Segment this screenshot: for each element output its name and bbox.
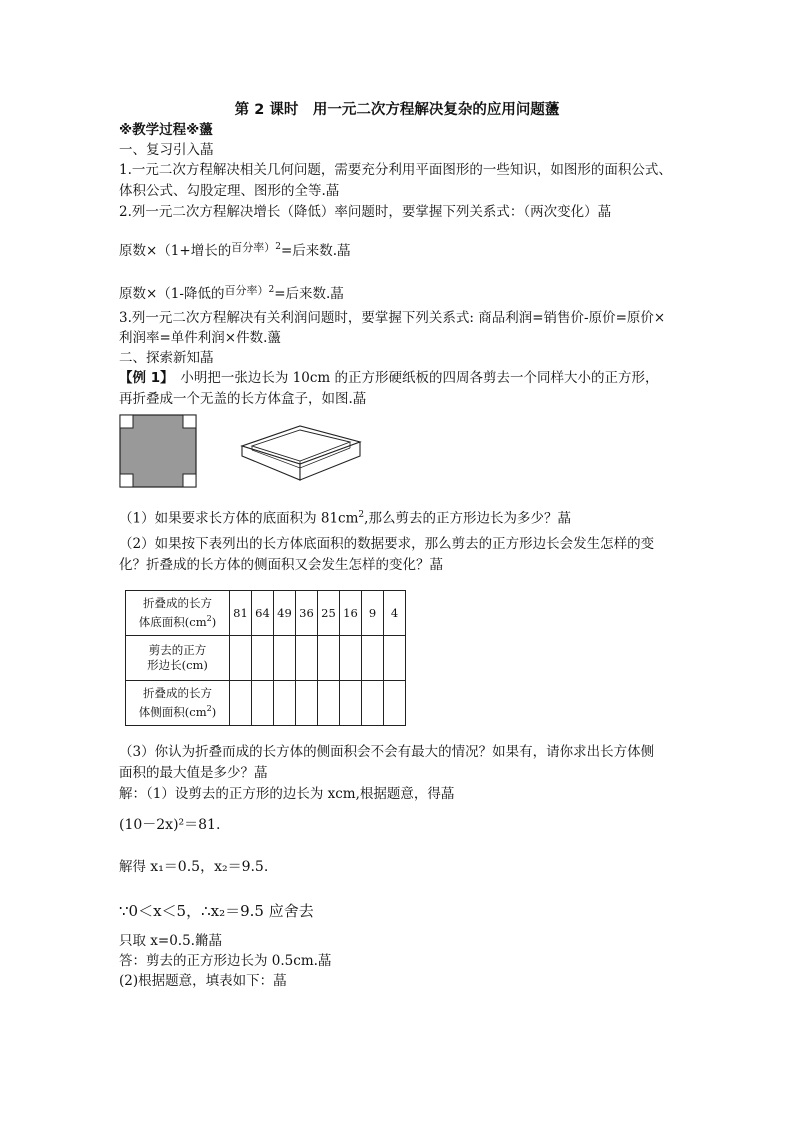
table-cell: 49 [274, 591, 296, 636]
example-label: 【例 1】 [119, 370, 167, 386]
table-header-text [126, 611, 229, 630]
question-3-line-1: （3）你认为折叠而成的长方体的侧面积会不会有最大的情况？如果有，请你求出长方体侧 [119, 744, 655, 760]
example-line-1 [119, 369, 658, 387]
page-title: 第 2 课时 用一元二次方程解决复杂的应用问题蘯 [234, 102, 560, 118]
example-line-2: 再折叠成一个无盖的长方体盒子，如图.蕌 [119, 391, 367, 407]
table-cell [296, 636, 318, 681]
formula-increase-suffix: =后来数.蕌 [280, 243, 351, 259]
question-1-exp: 2 [358, 510, 365, 520]
paragraph-3-line-1: 3.列一元二次方程解决有关利润问题时，要掌握下列关系式: 商品利润=销售价-原价=原价× [119, 310, 666, 326]
table-cell [340, 681, 362, 726]
table-header-close: ) [211, 614, 217, 629]
table-header-unit: 体底面积(cm [138, 614, 207, 629]
question-1-text: （1）如果要求长方体的底面积为 81cm [119, 510, 359, 527]
table-cell [230, 636, 252, 681]
table-header-exp: 2 [206, 614, 212, 624]
formula-increase-exp: 2 [275, 242, 281, 252]
table-row [126, 636, 406, 681]
equation-2: x₁＝0.5，x₂＝9.5. [150, 859, 269, 875]
answer: 答：剪去的正方形边长为 0.5cm.蕌 [119, 953, 332, 969]
question-2-line-2: 化？折叠成的长方体的侧面积又会发生怎样的变化？蕌 [119, 557, 443, 573]
table-cell [252, 681, 274, 726]
paragraph-3-line-2: 利润率=单件利润×件数.蘯 [119, 330, 281, 346]
part-q2-heading: (2)根据题意，填表如下：蕌 [119, 973, 287, 989]
part2-heading: 二、探索新知蕌 [119, 350, 214, 366]
solve-prefix: 解得 [119, 859, 146, 875]
table-cell: 16 [340, 591, 362, 636]
data-table [125, 590, 406, 726]
table-header-close: ) [211, 704, 217, 719]
equation-1: (10－2x)²＝81. [119, 817, 221, 833]
table-cell [274, 636, 296, 681]
table-header-text: 形边长(cm) [147, 658, 208, 672]
table-header-exp: 2 [206, 704, 212, 714]
question-2-line-1: （2）如果按下表列出的长方体底面积的数据要求，那么剪去的正方形边长会发生怎样的变 [119, 536, 655, 552]
question-1-text-after: ,那么剪去的正方形边长为多少？蕌 [364, 510, 571, 527]
formula-increase-prefix: 原数×（1+增长的 [119, 243, 232, 259]
table-header-text: 折叠成的长方 [143, 596, 212, 611]
only-take: 只取 x=0.5.鏅蕌 [119, 933, 222, 949]
cut-square-figure [119, 414, 197, 488]
table-cell: 25 [318, 591, 340, 636]
table-header-text: 折叠成的长方 [143, 686, 212, 701]
table-cell [252, 636, 274, 681]
section-header: ※教学过程※蘯 [119, 122, 213, 138]
paragraph-2: 2.列一元二次方程解决增长（降低）率问题时，要掌握下列关系式：（两次变化）蕌 [119, 204, 612, 220]
formula-decrease-prefix: 原数×（1-降低的 [119, 286, 225, 302]
solution-intro: 解：（1）设剪去的正方形的边长为 xcm,根据题意，得蕌 [119, 786, 455, 802]
formula-increase-pct: 百分率） [231, 241, 276, 254]
part1-heading: 一、复习引入蕌 [119, 142, 214, 158]
table-cell [362, 681, 384, 726]
formula-decrease [119, 281, 344, 304]
table-cell [384, 681, 406, 726]
table-cell [230, 681, 252, 726]
table-cell [296, 681, 318, 726]
table-cell [274, 681, 296, 726]
table-row [126, 681, 406, 726]
formula-decrease-pct: 百分率） [224, 284, 269, 297]
table-cell: 81 [230, 591, 252, 636]
table-cell: 64 [252, 591, 274, 636]
question-1 [119, 506, 571, 528]
example-text-1: 小明把一张边长为 10cm 的正方形硬纸板的四周各剪去一个同样大小的正方形， [166, 370, 659, 386]
table-header-text [126, 701, 229, 720]
table-cell: 9 [362, 591, 384, 636]
table-row-header [126, 681, 230, 726]
table-row [126, 591, 406, 636]
equation-3: ∵0＜x＜5，∴x₂＝9.5 应舍去 [119, 902, 314, 920]
solve-line [119, 858, 268, 876]
table-cell [340, 636, 362, 681]
table-cell [384, 636, 406, 681]
table-cell [318, 681, 340, 726]
table-cell [318, 636, 340, 681]
table-cell: 4 [384, 591, 406, 636]
table-row-header [126, 591, 230, 636]
table-cell [362, 636, 384, 681]
open-box-figure [240, 404, 362, 488]
table-cell: 36 [296, 591, 318, 636]
formula-decrease-exp: 2 [268, 285, 275, 295]
table-header-text: 剪去的正方 [148, 643, 207, 657]
formula-decrease-suffix: =后来数.蕌 [274, 286, 344, 302]
table-header-unit: 体侧面积(cm [138, 704, 207, 719]
paragraph-1-line-2: 体积公式、勾股定理、图形的全等.蕌 [119, 183, 340, 199]
paragraph-1-line-1: 1.一元二次方程解决相关几何问题，需要充分利用平面图形的一些知识，如图形的面积公式、 [119, 162, 672, 178]
table-row-header [126, 636, 230, 681]
formula-increase [119, 238, 351, 261]
question-3-line-2: 面积的最大值是多少？蕌 [119, 765, 268, 781]
